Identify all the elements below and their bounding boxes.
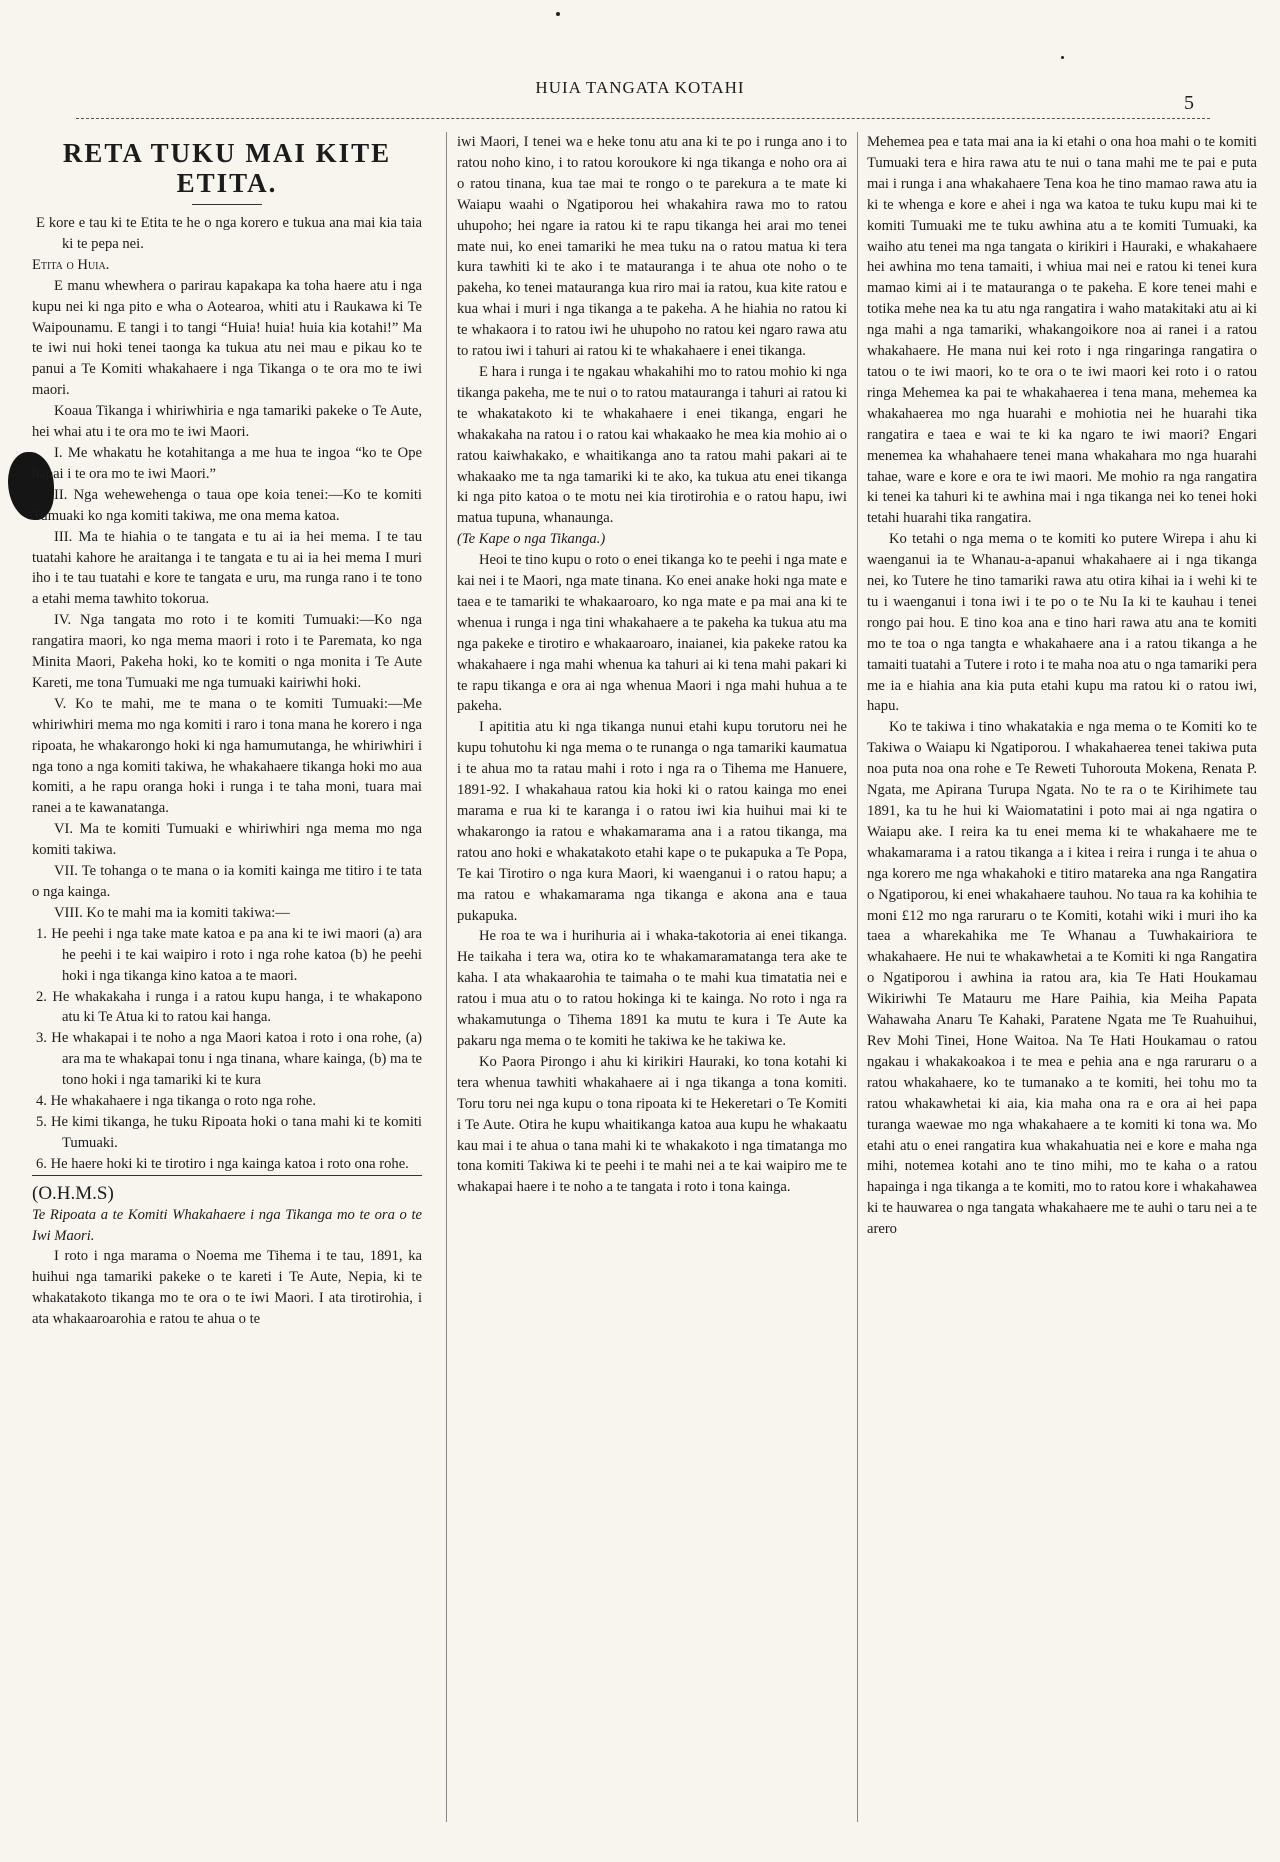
list-item: 3. He whakapai i te noho a nga Maori katoa i roto i ona rohe, (a) ara ma te whakapai tonu i nga tinana, whare kainga, (b) ma te tono hoki i nga tamariki ki te kura — [36, 1030, 422, 1089]
report-subheading: Te Ripoata a te Komiti Whakahaere i nga Tikanga mo te ora o te Iwi Maori. — [32, 1206, 422, 1244]
print-speck — [556, 12, 560, 16]
rule-item: I. Me whakatu he kotahitanga a me hua te ingoa “ko te Ope hapai i te ora mo te iwi Maori.” — [32, 444, 422, 482]
letter-salutation: Etita o Huia. — [32, 256, 110, 273]
rule-item: IV. Nga tangata mo roto i te komiti Tumuaki:—Ko nga rangatira maori, ko nga mema maori i roto i te Paremata, ko nga Minita Maori, Pakeha hoki, ko te komiti o nga monita i Te Aute Kareti, me tona Tumuaki me nga tumuaki kairiwhi hoki. — [32, 612, 422, 691]
paragraph: He roa te wa i hurihuria ai i whaka-takotoria ai enei tikanga. He taikaha i tera wa, otira ko te whakamaramatanga tera ake te kaha. I ata whakaarohia te taimaha o te mahi kua timatatia nei e ratou i mua atu o to ratou hokinga ki te kainga. No roto i nga ra whakamutunga o Tihema 1891 ka mutu te kura i Te Aute ka pakaru nga mema o te komiti he takiwa ke he takiwa ke. — [457, 928, 847, 1049]
column-2 — [457, 132, 847, 1198]
rule-item: VII. Te tohanga o te mana o ia komiti kainga me titiro i te tata o nga kainga. — [32, 863, 422, 900]
rule-item: VI. Ma te komiti Tumuaki e whiriwhiri nga mema mo nga komiti takiwa. — [32, 821, 422, 859]
editor-disclaimer: E kore e tau ki te Etita te he o nga korero e tukua ana mai kia taia ki te pepa nei. — [36, 215, 422, 252]
running-title: HUIA TANGATA KOTAHI — [535, 78, 745, 97]
list-item: 2. He whakakaha i runga i a ratou kupu hanga, i te whakapono atu ki Te Atua ki to ratou kai hanga. — [36, 988, 422, 1026]
list-item: 6. He haere hoki ki te tirotiro i nga kainga katoa i roto ona rohe. — [36, 1155, 409, 1172]
list-item: 5. He kimi tikanga, he tuku Ripoata hoki o tana mahi ki te komiti Tumuaki. — [36, 1113, 422, 1151]
rule-item: VIII. Ko te mahi ma ia komiti takiwa:— — [54, 904, 290, 921]
article-title: RETA TUKU MAI KITE ETITA. — [62, 138, 392, 198]
rule-item: V. Ko te mahi, me te mana o te komiti Tumuaki:—Me whiriwhiri mema mo nga komiti i raro i tona mana he korero i nga ripoata, he whakarongo hoki ki nga hamumutanga, he whiriwhiri i nga tono a nga komiti takiwa, he whakahaere tikanga hoki mo aua komiti, a he rapu oranga hoki i runga i te taha moni, tuara mai ranei a te kawanatanga. — [32, 695, 422, 817]
list-item: 1. He peehi i nga take mate katoa e pa ana ki te iwi maori (a) ara he peehi i te kai waipiro i roto i nga rohe katoa (b) he peehi hoki i nga tikanga kino katoa a te maori. — [36, 925, 422, 984]
paragraph: I roto i nga marama o Noema me Tihema i te tau, 1891, ka huihui nga tamariki pakeke o te kareti i Te Aute, Nepia, ki te whakatakoto tikanga mo te ora o te iwi Maori. I ata tirotirohia, i ata whakaaroarohia e ratou te ahua o te — [32, 1248, 422, 1328]
list-item: 4. He whakahaere i nga tikanga o roto nga rohe. — [36, 1093, 317, 1110]
column-divider — [446, 132, 447, 1822]
paragraph: I apititia atu ki nga tikanga nunui etahi kupu torutoru nei he kupu tohutohu ki nga mema o te runanga o nga tamariki kaumatua i te ahua mo ta ratau mahi i roto i nga ra o Tihema me Hanuere, 1891-92. I whakahaua ratou kia hoki ki o ratou kainga mo enei marama e rua ki te karanga i o ratou iwi kia huihui mai ki te whakarongo ia ratou e whakamarama ana i a ratou tikanga, ma ratou ano hoki e whakatakoto etahi kape o te pukapuka a Te Popa, Te kai Tirotiro o nga kura Maori, ki waenganui i o ratou hapu; a ma ratou e whakamarama nga tikanga e akona ana e taua pukapuka. — [457, 719, 847, 924]
paragraph: Heoi te tino kupu o roto o enei tikanga ko te peehi i nga mate e kai nei i te Maori, nga mate tinana. Ko enei anake hoki nga mate e taea e te tamariki te whakaaroaro, ko nga mate e pa mai ana ki te whenua i runga i nga tini whakahaere a te pakeha ka tukua atu ma nga pakeke e tirotiro e whakaaroaro, inaianei, kia pakeke ratou ka whakahaere i nga mahi whenua ka tahuri ai ki tena mahi pakari ki te rapu tikanga e ora ai nga whenua Maori i nga mahi huhua a te pakeha. — [457, 552, 847, 715]
paragraph: iwi Maori, I tenei wa e heke tonu atu ana ki te po i runga ano i to ratou noho kino, i to ratou koroukore ki nga tikanga e noho ora ai o ratou tinana, kua tae mai te rongo o te parekura a te mate ki Waiapu waahi o Ngatiporou hei whakahira rawa mo to ratou uhupoho; hei ngare ia ratou ki te rapu tikanga hei arai mo tenei mate nui, ko enei tamariki he mea tuku na o ratou matua ki tera kura tawhiti ki te ako i te matauranga i te ahua ote noho o te pakeha, ko tenei matauranga kua riro mai ia ratou, kua kite ratou e kua whai i muri i nga tikanga a te pakeha. A he hiahia no ratou ki te whakaora i to ratou iwi he uhupoho no ratou kei ngaro rawa atu to ratou iwi i tahuri ai ratou ki te whakahaere i enei tikanga. — [457, 134, 847, 360]
section-subheading: (Te Kape o nga Tikanga.) — [457, 531, 606, 548]
paragraph: E manu whewhera o parirau kapakapa ka toha haere atu i nga kupu nei ki nga pito e wha o Aotearoa, whiti atu i Raukawa ki Te Waipounamu. E tangi i to tangi “Huia! huia! huia kia kotahi!” Ma te iwi nui hoki tenei taonga ka tukua atu nei mau e pikau ko te panui a Te Komiti whakahaere i nga Tikanga o te ora mo te iwi maori. — [32, 277, 422, 399]
print-speck — [1061, 56, 1064, 59]
paragraph: Ko Paora Pirongo i ahu ki kirikiri Hauraki, ko tona kotahi ki tera whenua tawhiti whakahaere ai i nga tikanga a tona komiti. Toru toru nei nga kupu o tona ripoata ki te Hekeretari o Te Komiti i Te Aute. Otira he kupu whaitikanga katoa aua kupu he whakaatu kau mai i te ahua o tana mahi ki te whakakoto i nga timatanga mo tona komiti Takiwa ki te peehi i te mahi nei a te kai waipiro me te whakapai haere i te noho a te tangata i roto i tona kainga. — [457, 1053, 847, 1196]
paragraph: Ko te takiwa i tino whakatakia e nga mema o te Komiti ko te Takiwa o Waiapu ki Ngatiporou. I whakahaerea tenei takiwa puta noa puta noa ona rohe e Te Reweti Tuhorouta Mokena, Renata P. Ngata, me Apirana Turupa Ngata. No te ra o te Kirihimete tau 1891, ka tu he hui ki Waiomatatini i poto mai ai nga ngatira o Waiapu ake. I reira ka tu enei mema ki te whakahaere me te whakamarama i a ratou tikanga a i kitea i reira i runga i te ahua o nga korero me nga whakahoki e titiro matareka ana nga Rangatira o Ngatiporou, ki enei whakahaere tauhou. No taua ra ka kohihia te moni £12 mo nga raruraru o te Komiti, kotahi wiki i muri iho ka taea a wharekahika me Te Whanau a Tuwhakairiora te whakahaere. He nui te whakawhetai a te Komiti ki nga Rangatira o Ngatiporou i awhina ia ratou ara, kia Te Hati Houkamau Wikiriwhi Te Matauru me Hare Paihia, kia Meiha Papata Wahawaha Anaru Te Kahaki, Paratene Ngata me Te Ruahuihui, Rev Mohi Tinei, Hone Waitoa. Na Te Hati Houkamau o ratou ngakau i whakakoakoa i te mea e pehia ana e nga raruraru o a ratou whakahaere, ko te tumanako a te komiti, hei tohu mo ta ratou whakawhetai ki aia, kia maha ona ra e ora ai hei papa turanga waewae mo nga whakahaere a te komiti ki tona wa. Mo etahi atu o enei rangatira kua whakahuatia nei e kore e maha nga mihi, notemea kotahi ano te tino mihi, mo te kaha o a ratou hapainga i nga tikanga a te komiti, mo to ratou kore i whakahawea ki te hauwarea o nga tangata whakahaere me te auhi o taru nei a te arero — [867, 719, 1257, 1238]
ohms-heading: (O.H.M.S) — [32, 1175, 422, 1205]
title-rule — [192, 204, 262, 205]
column-3 — [867, 132, 1257, 1240]
paragraph: Ko tetahi o nga mema o te komiti ko putere Wirepa i ahu ki waenganui ia te Whanau-a-apanui whakahaere ai i nga tikanga nei, ko Tutere he tino tamariki rawa atu otira kihai ia i wehi ki te tu i waenganui i tona iwi i te po o te Nu Ia ki te kauhau i tenei rongo pai hou. E tino koa ana e tino hari rawa atu ana te komiti mo te toa o nga tangta e whakahaere ana i a ratou tikanga a he tamaiti tuatahi a Tutere i roto i te maha noa atu o nga tamariki pera me ia e hiahia ana kia puta etahi kupu ma ratou ki o ratou iwi, hapu. — [867, 531, 1257, 715]
rule-item: II. Nga wehewehenga o taua ope koia tenei:—Ko te komiti Tumuaki ko nga komiti takiwa, me ona mema katoa. — [32, 486, 422, 524]
paragraph: E hara i runga i te ngakau whakahihi mo to ratou mohio ki nga tikanga pakeha, me te nui o to ratou matauranga i tahuri ai ratou ki te whakatakoto ki te whakahaere i enei tikanga, engari he whakakaha na ratou i o ratou kai whakaako he mea kia mohio ai o ratou kaiwhakako, e whaitikanga ano ta ratou mahi pakari ai te whakaako me ta nga tamariki ki te ako, ka tukua atu enei tikanga ki nga pito katoa o te motu nei kia tirotirohia e o ratou hapu, iwi matua tupuna, whanaunga. — [457, 363, 847, 527]
header-rule — [76, 118, 1210, 119]
page-number: 5 — [1184, 92, 1194, 114]
paragraph: Koaua Tikanga i whiriwhiria e nga tamariki pakeke o Te Aute, hei whai atu i te ora mo te iwi Maori. — [32, 403, 422, 441]
column-1 — [32, 132, 422, 1330]
rule-item: III. Ma te hiahia o te tangata e tu ai ia hei mema. I te tau tuatahi kahore he araitanga i te tangata e tu ai ia hei mema I muri iho i te tau tuatahi e kore te tangata e uru, ma runga rano i te tono a etahi mema tawhito tokorua. — [32, 528, 422, 608]
column-divider — [857, 132, 858, 1822]
paragraph: Mehemea pea e tata mai ana ia ki etahi o ona hoa mahi o te komiti Tumuaki tera e hira rawa atu te nui o tana mahi me te pai e puta mai i runga i ana whakahaere Tena koa he tino mamao rawa atu ia ki te whenga e kore e ahei i nga wa katoa te tuku kupu mai ki te komiti Tumuaki me te tuku awhina atu a te komiti Tumuaki, ka waiho atu tenei ma nga tangata o kirikiri i Hauraki, e whakahaere hei awhina mo tena tamaiti, i whiua mai nei e ratou ki tenei kura mamao kimi ai i te matauranga o te pakeha. E kore tenei mahi e totika mehe nea ka tu atu nga rangatira i waho matakitaki atu ai ki nga mahi a nga tamariki, whakangoikore noa ai ranei i a ratou whakahaere. He mana nui kei roto i nga ringaringa rangatira o tatou o te iwi maori, ko te ora o te iwi maori kei roto i o ratou ringa Mehemea ka pai te whakahaerea i tena mana, mehemea ka whakahaerea mo nga huarahi e mohiotia nei he huarahi tika rangatira e taea e wai te ki ka ngaro te iwi maori? Engari menemea ka whahahaere tenei mana whakahara mo nga huarahi tahae, ware e kore e ora te iwi maori. Me mohio ra nga rangatira ki tenei ka tahuri ki te awhina mai i nga tikanga nei ko tenei hoki tetahi huarahi tika rangatira. — [867, 134, 1257, 527]
